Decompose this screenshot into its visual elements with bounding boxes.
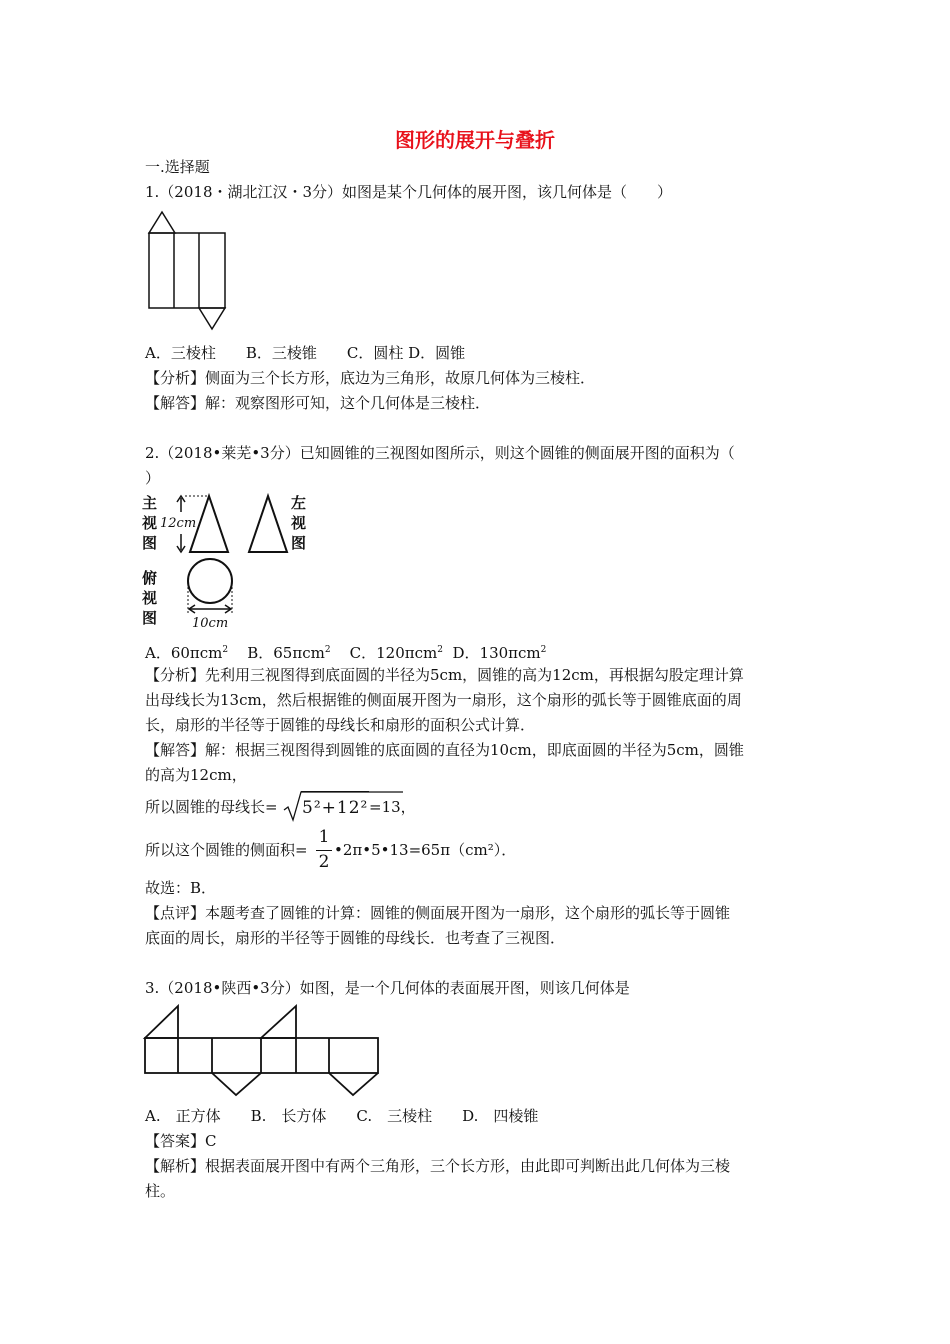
q1-stem: 1.（2018・湖北江汉・3分）如图是某个几何体的展开图，该几何体是（ ） [145, 183, 673, 201]
q3-answer: 【答案】C [145, 1132, 217, 1150]
q2-option-c: C．120πcm$^2$ [349, 644, 443, 662]
top-view-label-2: 视 [142, 589, 158, 607]
fraction-bar [316, 850, 332, 851]
q2-stem-line2: ） [145, 469, 161, 487]
main-view-label-2: 视 [142, 514, 158, 532]
q3-options: A. 正方体 B. 长方体 C. 三棱柱 D. 四棱锥 [145, 1107, 539, 1125]
q2-stem-line1: 2.（2018•莱芜•3分）已知圆锥的三视图如图所示，则这个圆锥的侧面展开图的面积为（ [145, 444, 735, 462]
height-label: 12cm [160, 516, 197, 531]
left-view-label-3: 图 [291, 534, 307, 552]
q3-analysis-line1: 【解析】根据表面展开图中有两个三角形，三个长方形，由此即可判断出此几何体为三棱 [145, 1157, 731, 1175]
sqrt-bar [301, 791, 369, 792]
top-view-label-1: 俯 [142, 569, 158, 587]
sqrt-sign [283, 790, 303, 824]
q2-analysis-line1: 【分析】先利用三视图得到底面圆的半径为5cm，圆锥的高为12cm，再根据勾股定理计算 [145, 666, 744, 684]
q1-options: A．三棱柱 B．三棱锥 C．圆柱 D．圆锥 [145, 344, 466, 362]
left-view-label-2: 视 [291, 514, 307, 532]
main-view-label-1: 主 [142, 494, 158, 512]
q2-three-views-figure [140, 490, 320, 630]
side-view-triangle [249, 496, 287, 552]
q2-area-rest: •2π•5•13=65π（cm²）． [334, 841, 517, 859]
q2-answer-line1: 【解答】解：根据三视图得到圆锥的底面圆的直径为10cm，即底面圆的半径为5cm，圆锥 [145, 741, 744, 759]
q2-slant-expr: 5²+12² [302, 798, 369, 818]
q1-answer: 【解答】解：观察图形可知，这个几何体是三棱柱． [145, 394, 491, 412]
q2-slant-prefix: 所以圆锥的母线长= [145, 798, 278, 816]
main-view-label-3: 图 [142, 534, 158, 552]
q3-analysis-line2: 柱。 [145, 1182, 176, 1200]
section-heading: 一.选择题 [145, 158, 210, 176]
q3-stem: 3.（2018•陕西•3分）如图，是一个几何体的表面展开图，则该几何体是 [145, 979, 630, 997]
q2-choice: 故选：B． [145, 879, 217, 897]
q2-option-b: B．65πcm$^2$ [247, 644, 331, 662]
fraction-denominator: 2 [318, 852, 330, 872]
q2-comment-line1: 【点评】本题考查了圆锥的计算：圆锥的侧面展开图为一扇形，这个扇形的弧长等于圆锥 [145, 904, 731, 922]
q2-analysis-line3: 长，扇形的半径等于圆锥的母线长和扇形的面积公式计算． [145, 716, 536, 734]
q1-analysis: 【分析】侧面为三个长方形，底边为三角形，故原几何体为三棱柱． [145, 369, 596, 387]
q2-option-d: D．130πcm$^2$ [452, 644, 547, 662]
q2-analysis-line2: 出母线长为13cm，然后根据锥的侧面展开图为一扇形，这个扇形的弧长等于圆锥底面的周 [145, 691, 742, 709]
q2-answer-line2: 的高为12cm， [145, 766, 247, 784]
q1-net-figure [145, 210, 235, 335]
left-view-label-1: 左 [291, 494, 307, 512]
page-title: 图形的展开与叠折 [395, 128, 555, 152]
top-view-circle [188, 559, 232, 603]
q2-options [145, 640, 546, 663]
q2-option-a: A．60πcm$^2$ [145, 644, 229, 662]
fraction-numerator: 1 [318, 827, 330, 847]
diameter-label: 10cm [192, 616, 229, 631]
q2-slant-result: =13， [369, 798, 416, 816]
q2-comment-line2: 底面的周长，扇形的半径等于圆锥的母线长．也考查了三视图． [145, 929, 566, 947]
q3-net-figure [140, 1002, 385, 1102]
top-view-label-3: 图 [142, 609, 158, 627]
q2-area-prefix: 所以这个圆锥的侧面积= [145, 841, 308, 859]
